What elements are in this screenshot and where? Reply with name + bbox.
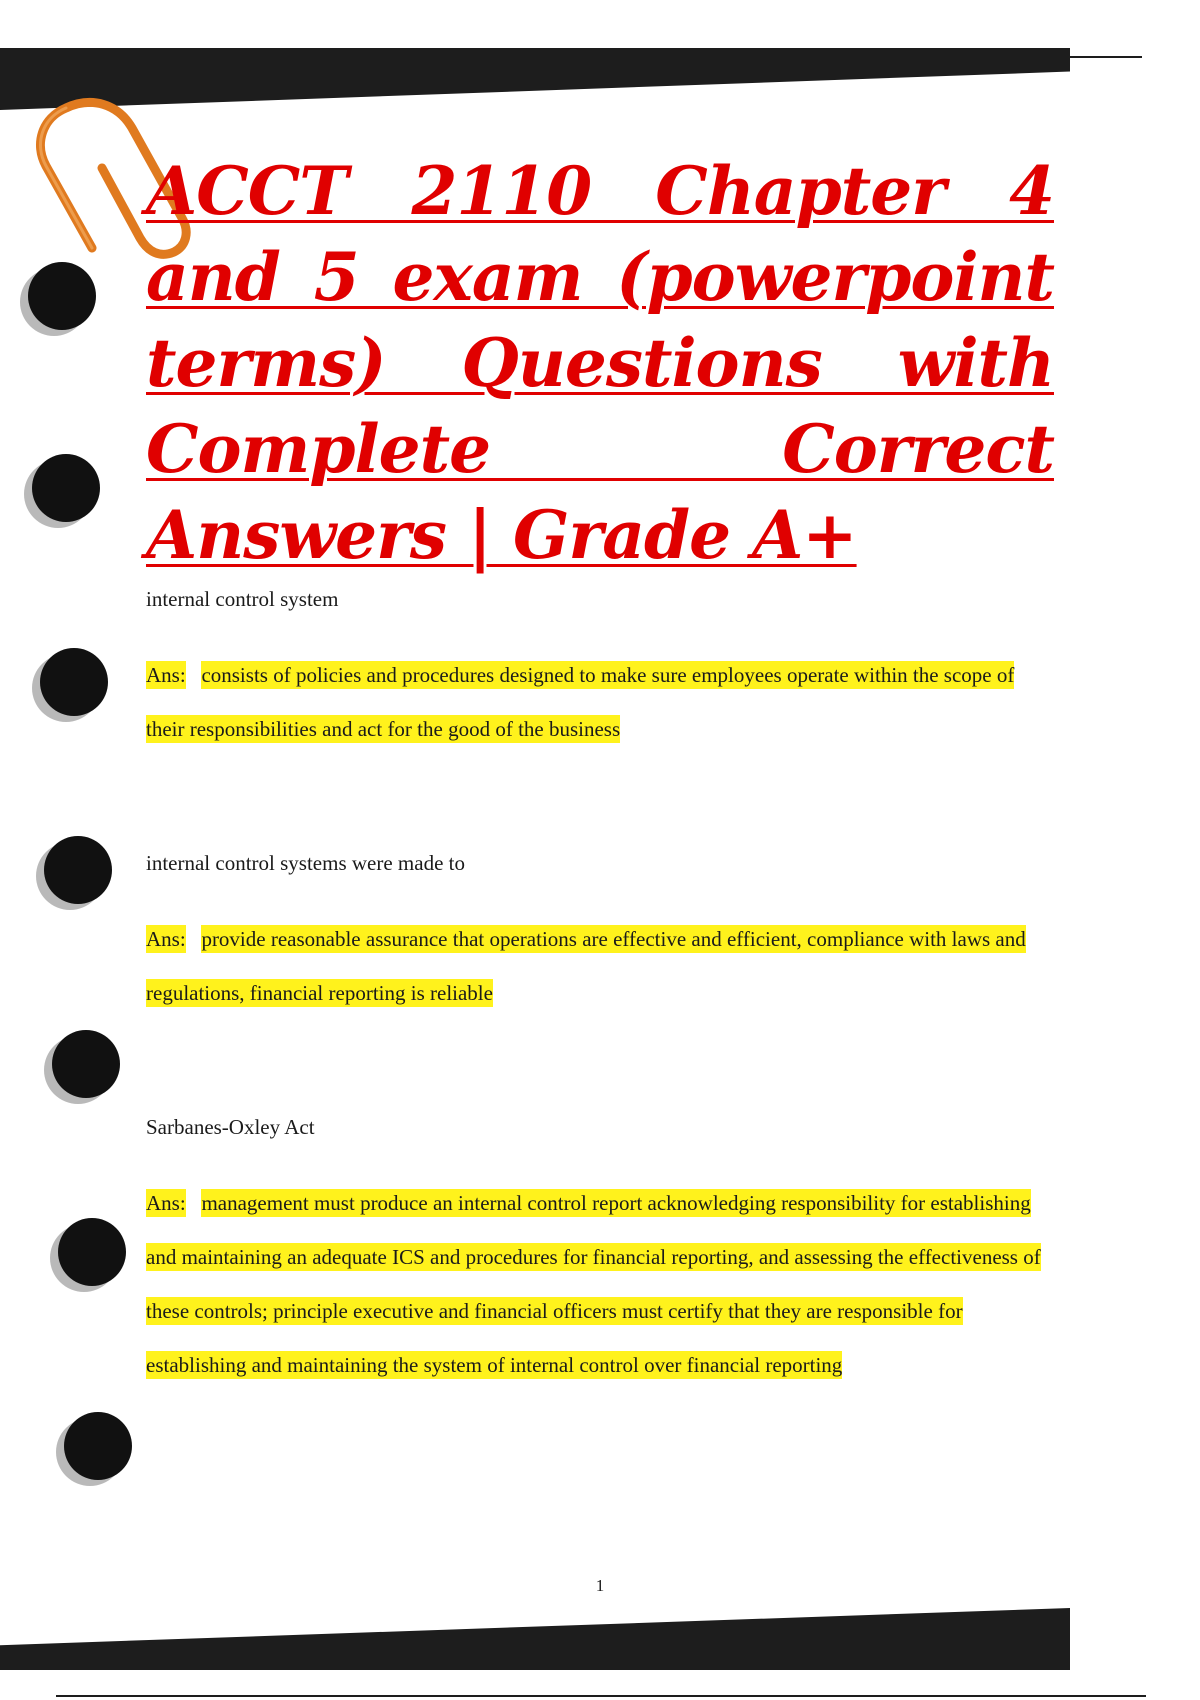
bottom-decorative-line (56, 1695, 1146, 1697)
qa-item (146, 848, 1046, 1020)
answer-text: provide reasonable assurance that operations are effective and efficient, compliance with laws and regulations, financial reporting is reliable (146, 927, 1026, 1005)
top-decorative-line (1070, 56, 1142, 58)
answer-label: Ans: (146, 927, 186, 951)
page-number: 1 (595, 1576, 605, 1595)
binder-hole-icon (52, 1030, 120, 1098)
answer-label: Ans: (146, 663, 186, 687)
binder-hole-icon (58, 1218, 126, 1286)
answer-block (146, 648, 1046, 756)
binder-hole-icon (32, 454, 100, 522)
question-text: Sarbanes-Oxley Act (146, 1115, 315, 1139)
answer-text: management must produce an internal control report acknowledging responsibility for establishing and maintaining an adequate ICS and procedures for financial reporting, and assessing the effectiveness of these controls; principle executive and financial officers must certify that they are responsible for establishing and maintaining the system of internal control over financial reporting (146, 1191, 1041, 1377)
answer-block (146, 1176, 1046, 1392)
qa-item (146, 1112, 1046, 1392)
answer-block (146, 912, 1046, 1020)
bottom-decorative-band (0, 1608, 1070, 1670)
binder-hole-icon (40, 648, 108, 716)
question-text: internal control system (146, 587, 339, 611)
qa-item (146, 584, 1046, 756)
document-title: ACCT 2110 Chapter 4 and 5 exam (powerpoint terms) Questions with Complete Correct Answers | Grade A+ (146, 152, 1054, 574)
answer-text: consists of policies and procedures designed to make sure employees operate within the scope of their responsibilities and act for the good of the business (146, 663, 1015, 741)
question-text: internal control systems were made to (146, 851, 465, 875)
binder-hole-icon (28, 262, 96, 330)
binder-hole-icon (44, 836, 112, 904)
answer-label: Ans: (146, 1191, 186, 1215)
binder-hole-icon (64, 1412, 132, 1480)
